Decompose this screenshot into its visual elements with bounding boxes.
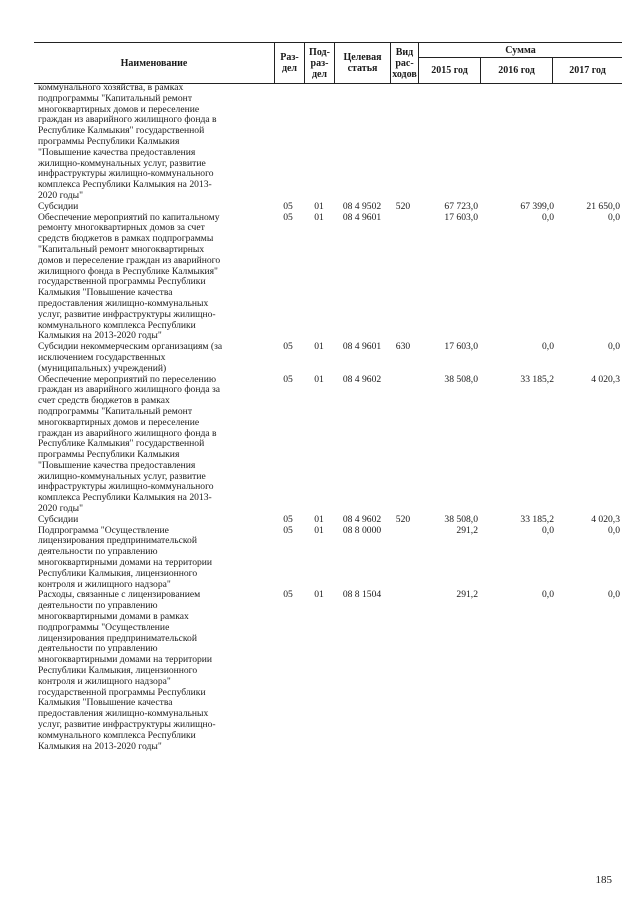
row-razdel: 05 [283, 341, 293, 353]
row-razdel: 05 [283, 373, 293, 385]
row-name: коммунального хозяйства, в рамках подпрограммы "Капитальный ремонт многоквартирных домов и переселение граждан из аварийного жилищного фонда в Республике Калмыкия" государственной программы Республики Калмыкия "Повышение качества предоставления жилищно-коммунальных услуг, развитие инфраструктуры жилищно-коммунального комплекса Республики Калмыкия на 2013- 2020 годы" [38, 82, 217, 201]
row-amount-2015: 291,2 [456, 524, 478, 536]
row-name: Субсидии некоммерческим организациям (за исключением государственных (муниципальных) учреждений) [38, 341, 223, 374]
row-name: Субсидии [38, 513, 79, 525]
table-row [34, 213, 622, 343]
row-razdel: 05 [283, 513, 293, 525]
row-amount-2016: 0,0 [542, 341, 554, 353]
header-year-2016: 2016 год [480, 57, 552, 83]
row-razdel: 05 [283, 200, 293, 212]
table-row [34, 375, 622, 515]
row-podrazdel: 01 [314, 341, 324, 353]
row-podrazdel: 01 [314, 211, 324, 223]
row-tselevaya-statya: 08 4 9602 [342, 513, 382, 525]
header-vid-rashodov: Вид рас- ходов [390, 43, 418, 83]
table-header [34, 42, 622, 84]
row-tselevaya-statya: 08 8 1504 [342, 589, 382, 601]
row-amount-2015: 17 603,0 [444, 341, 478, 353]
page-number: 185 [595, 874, 612, 886]
header-summa: Сумма [418, 43, 622, 57]
header-podrazdel: Под- раз- дел [304, 43, 334, 83]
row-amount-2015: 38 508,0 [444, 373, 478, 385]
table-body [34, 83, 622, 752]
row-amount-2015: 17 603,0 [444, 211, 478, 223]
row-amount-2016: 0,0 [542, 524, 554, 536]
header-razdel: Раз- дел [274, 43, 304, 83]
row-amount-2016: 33 185,2 [520, 513, 554, 525]
header-name: Наименование [120, 57, 188, 69]
row-amount-2016: 0,0 [542, 211, 554, 223]
row-podrazdel: 01 [314, 513, 324, 525]
table-row [34, 342, 622, 374]
row-amount-2016: 33 185,2 [520, 373, 554, 385]
row-tselevaya-statya: 08 4 9601 [342, 341, 382, 353]
row-vid-rashodov: 520 [395, 200, 411, 212]
row-razdel: 05 [283, 211, 293, 223]
row-amount-2017: 0,0 [608, 211, 620, 223]
row-vid-rashodov: 630 [395, 341, 411, 353]
row-tselevaya-statya: 08 8 0000 [342, 524, 382, 536]
row-name: Обеспечение мероприятий по капитальному ремонту многоквартирных домов за счет средств бюджетов в рамках подпрограммы "Капитальный ремонт многоквартирных домов и переселение граждан из аварийного жилищного фонда в Республике Калмыкия" государственной программы Республики Калмыкия "Повышение качества предоставления жилищно-коммунальных услуг, развитие инфраструктуры жилищно- коммунального комплекса Республики Калмыкия на 2013-2020 годы" [38, 211, 221, 342]
table-row [34, 202, 622, 213]
row-name: Субсидии [38, 200, 79, 212]
row-amount-2015: 67 723,0 [444, 200, 478, 212]
row-name: Расходы, связанные с лицензированием деятельности по управлению многоквартирными домами в рамках подпрограммы "Осуществление лицензирования предпринимательской деятельности по управлению многоквартирными домами на территории Республики Калмыкия, лицензионного контроля и жилищного надзора" государственной программы Республики Калмыкия "Повышение качества предоставления жилищно-коммунальных услуг, развитие инфраструктуры жилищно- коммунального комплекса Республики Калмыкия на 2013-2020 годы" [38, 589, 216, 752]
row-amount-2017: 21 650,0 [586, 200, 620, 212]
row-tselevaya-statya: 08 4 9502 [342, 200, 382, 212]
row-amount-2017: 0,0 [608, 341, 620, 353]
row-amount-2016: 0,0 [542, 589, 554, 601]
header-year-2015: 2015 год [418, 57, 480, 83]
row-amount-2017: 4 020,3 [591, 373, 620, 385]
table-row [34, 590, 622, 752]
row-amount-2017: 4 020,3 [591, 513, 620, 525]
row-razdel: 05 [283, 524, 293, 536]
row-razdel: 05 [283, 589, 293, 601]
table-row [34, 526, 622, 591]
row-podrazdel: 01 [314, 524, 324, 536]
row-podrazdel: 01 [314, 589, 324, 601]
row-amount-2016: 67 399,0 [520, 200, 554, 212]
row-amount-2017: 0,0 [608, 589, 620, 601]
header-year-2017: 2017 год [552, 57, 622, 83]
row-tselevaya-statya: 08 4 9601 [342, 211, 382, 223]
row-amount-2015: 291,2 [456, 589, 478, 601]
row-podrazdel: 01 [314, 373, 324, 385]
row-vid-rashodov: 520 [395, 513, 411, 525]
row-amount-2017: 0,0 [608, 524, 620, 536]
row-amount-2015: 38 508,0 [444, 513, 478, 525]
table-row [34, 83, 622, 202]
header-tselevaya-statya: Целевая статья [334, 43, 390, 83]
row-podrazdel: 01 [314, 200, 324, 212]
row-name: Обеспечение мероприятий по переселению граждан из аварийного жилищного фонда за счет средств бюджетов в рамках подпрограммы "Капитальный ремонт многоквартирных домов и переселение граждан из аварийного жилищного фонда в Республике Калмыкия" государственной программы Республики Калмыкия "Повышение качества предоставления жилищно-коммунальных услуг, развитие инфраструктуры жилищно-коммунального комплекса Республики Калмыкия на 2013- 2020 годы" [38, 373, 221, 515]
row-name: Подпрограмма "Осуществление лицензирования предпринимательской деятельности по управлению многоквартирными домами на территории Республики Калмыкия, лицензионного контроля и жилищного надзора" [38, 524, 213, 590]
row-tselevaya-statya: 08 4 9602 [342, 373, 382, 385]
